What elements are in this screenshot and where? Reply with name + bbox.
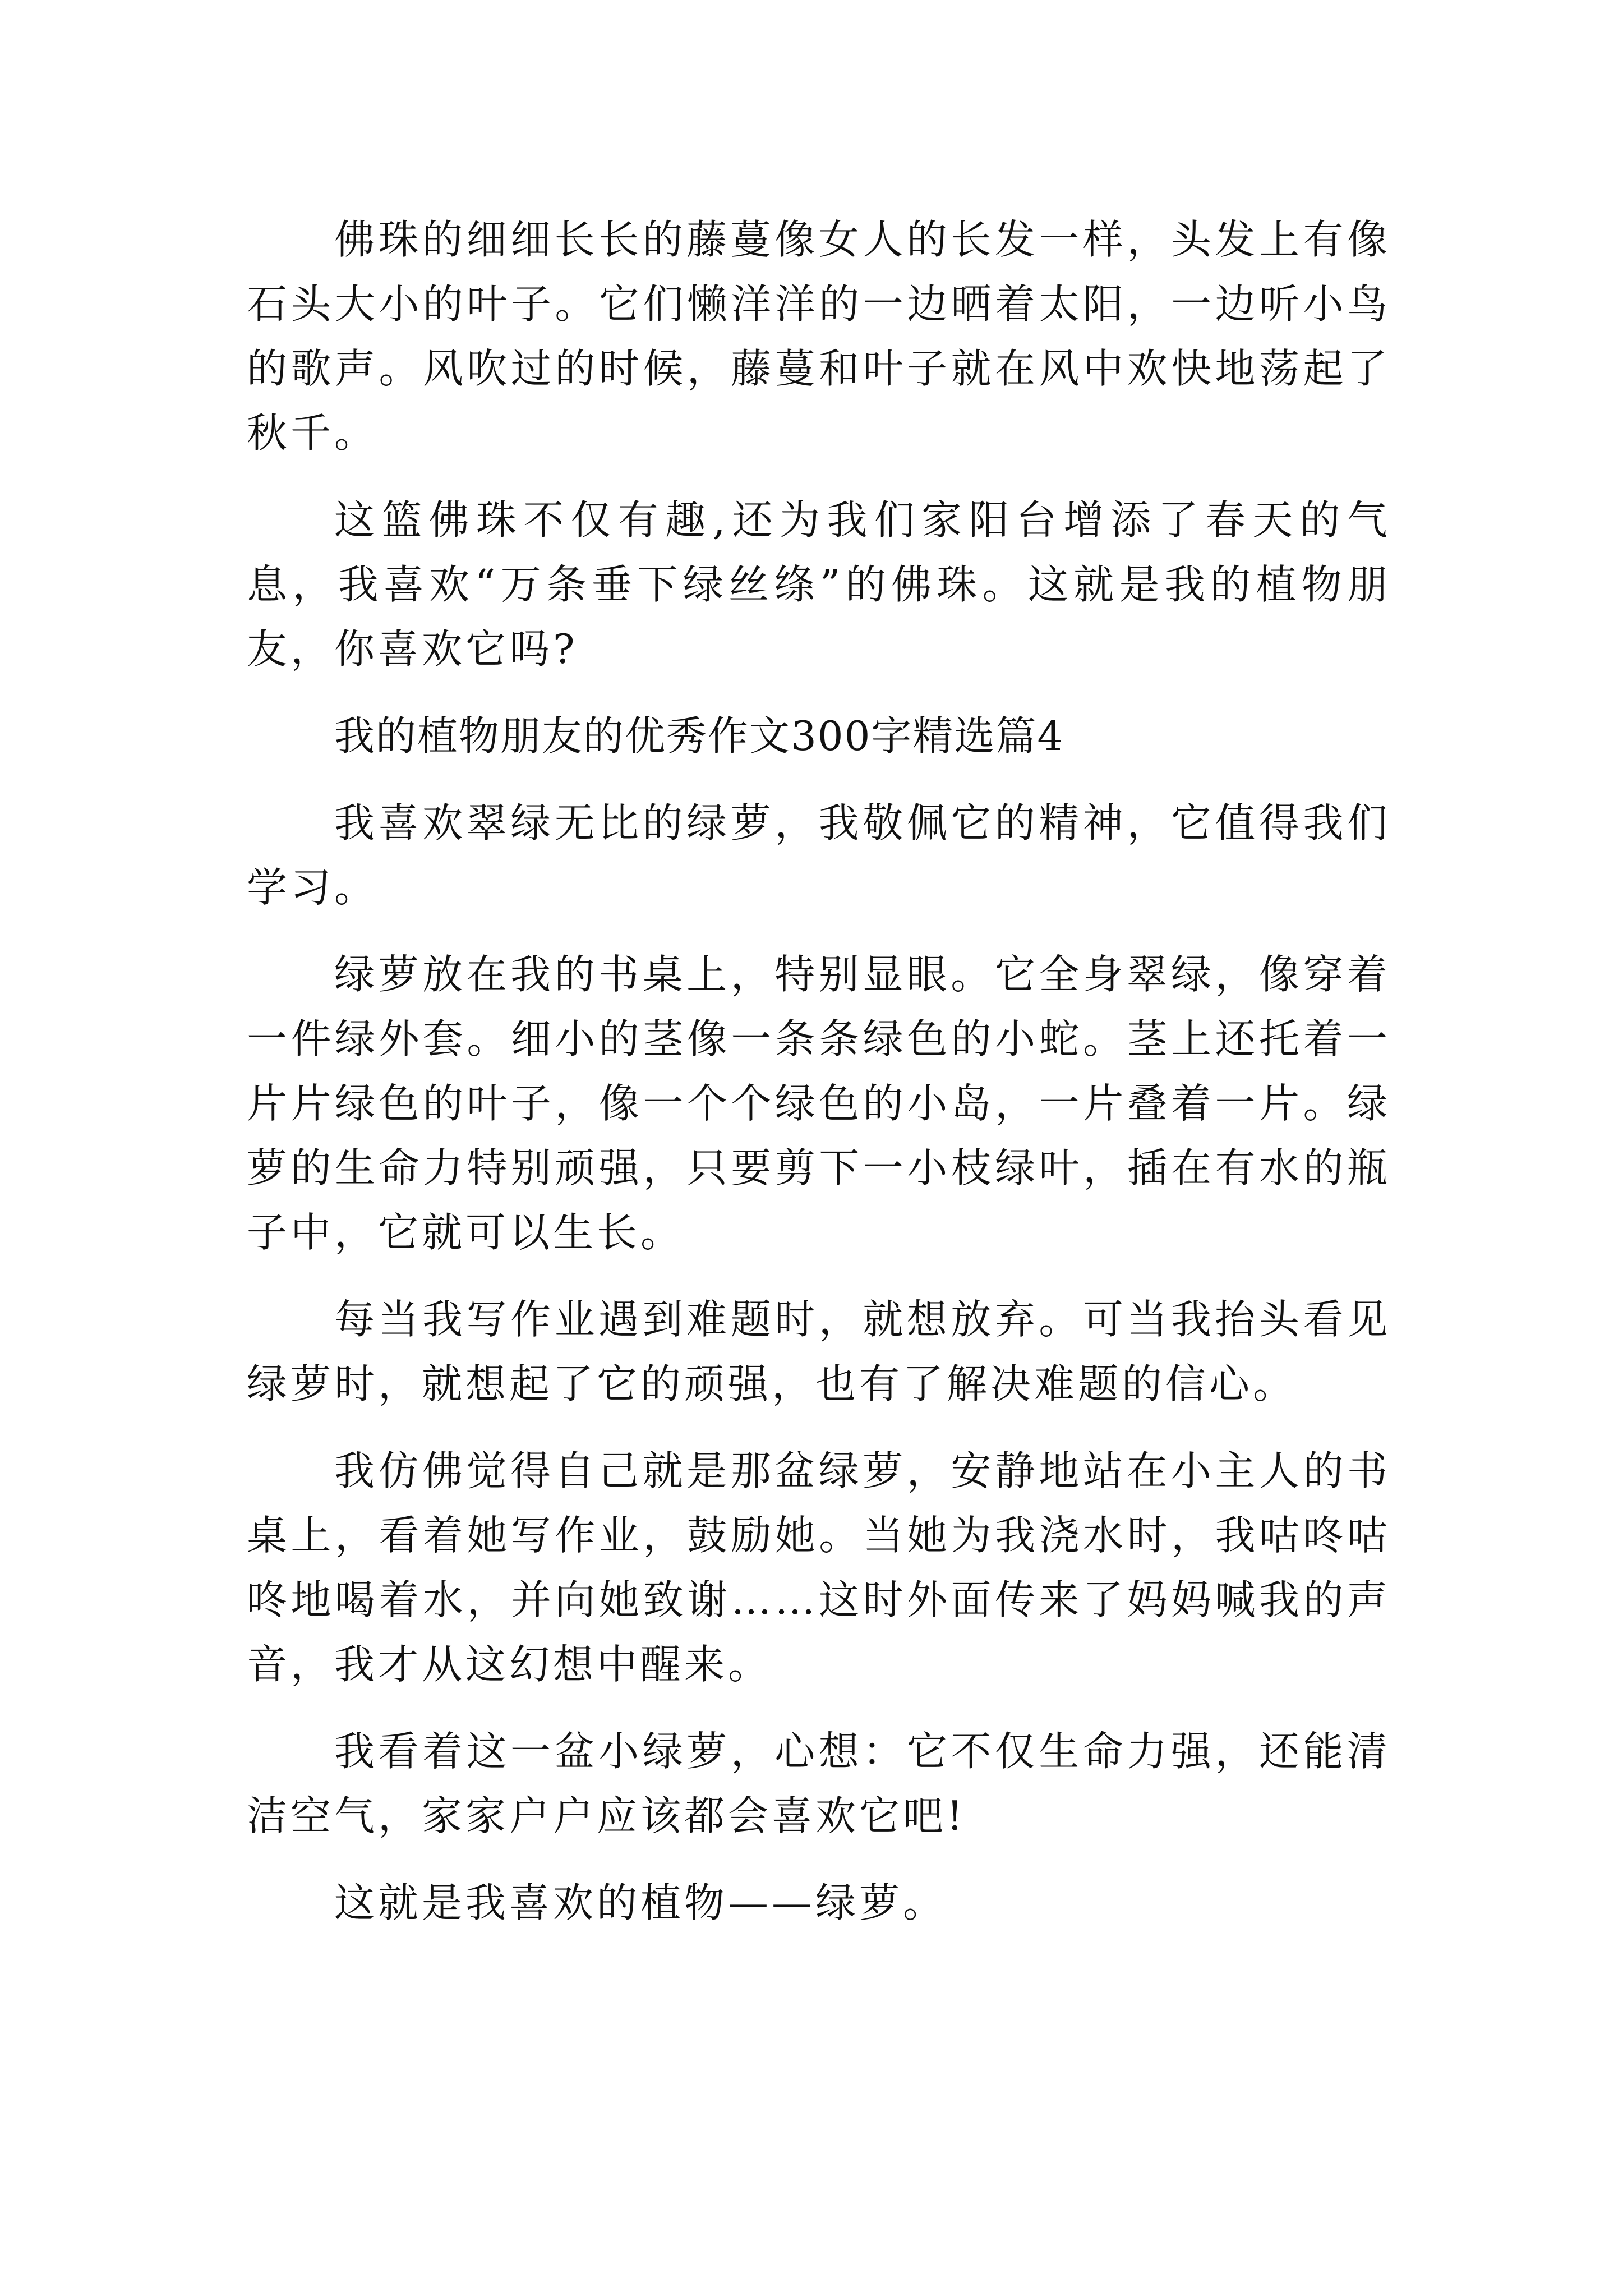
paragraph-ending: 这就是我喜欢的植物——绿萝。 (334, 1879, 947, 1926)
paragraph-imagination: 我仿佛觉得自己就是那盆绿萝，安静地站在小主人的书桌上，看着她写作业，鼓励她。当她为我浇水时，我咕咚咕咚地喝着水，并向她致谢……这时外面传来了妈妈喊我的声音，我才从这幻想中醒来。 (247, 1447, 1391, 1688)
paragraph-vine-description: 佛珠的细细长长的藤蔓像女人的长发一样，头发上有像石头大小的叶子。它们懒洋洋的一边晒着太阳，一边听小鸟的歌声。风吹过的时候，藤蔓和叶子就在风中欢快地荡起了秋千。 (247, 216, 1391, 457)
essay-body (247, 208, 1391, 1958)
section-heading: 我的植物朋友的优秀作文300字精选篇4 (334, 712, 1064, 760)
paragraph-clean-air: 我看着这一盆小绿萝，心想：它不仅生命力强，还能清洁空气，家家户户应该都会喜欢它吧! (247, 1728, 1391, 1839)
paragraph-homework: 每当我写作业遇到难题时，就想放弃。可当我抬头看见绿萝时，就想起了它的顽强，也有了解决难题的信心。 (247, 1296, 1391, 1407)
paragraph-pothos-description: 绿萝放在我的书桌上，特别显眼。它全身翠绿，像穿着一件绿外套。细小的茎像一条条绿色的小蛇。茎上还托着一片片绿色的叶子，像一个个绿色的小岛，一片叠着一片。绿萝的生命力特别顽强，只要剪下一小枝绿叶，插在有水的瓶子中，它就可以生长。 (247, 951, 1391, 1256)
paragraph-beads-conclusion: 这篮佛珠不仅有趣,还为我们家阳台增添了春天的气息，我喜欢“万条垂下绿丝绦”的佛珠。这就是我的植物朋友，你喜欢它吗? (247, 496, 1391, 673)
paragraph-intro-pothos: 我喜欢翠绿无比的绿萝，我敬佩它的精神，它值得我们学习。 (247, 799, 1391, 911)
